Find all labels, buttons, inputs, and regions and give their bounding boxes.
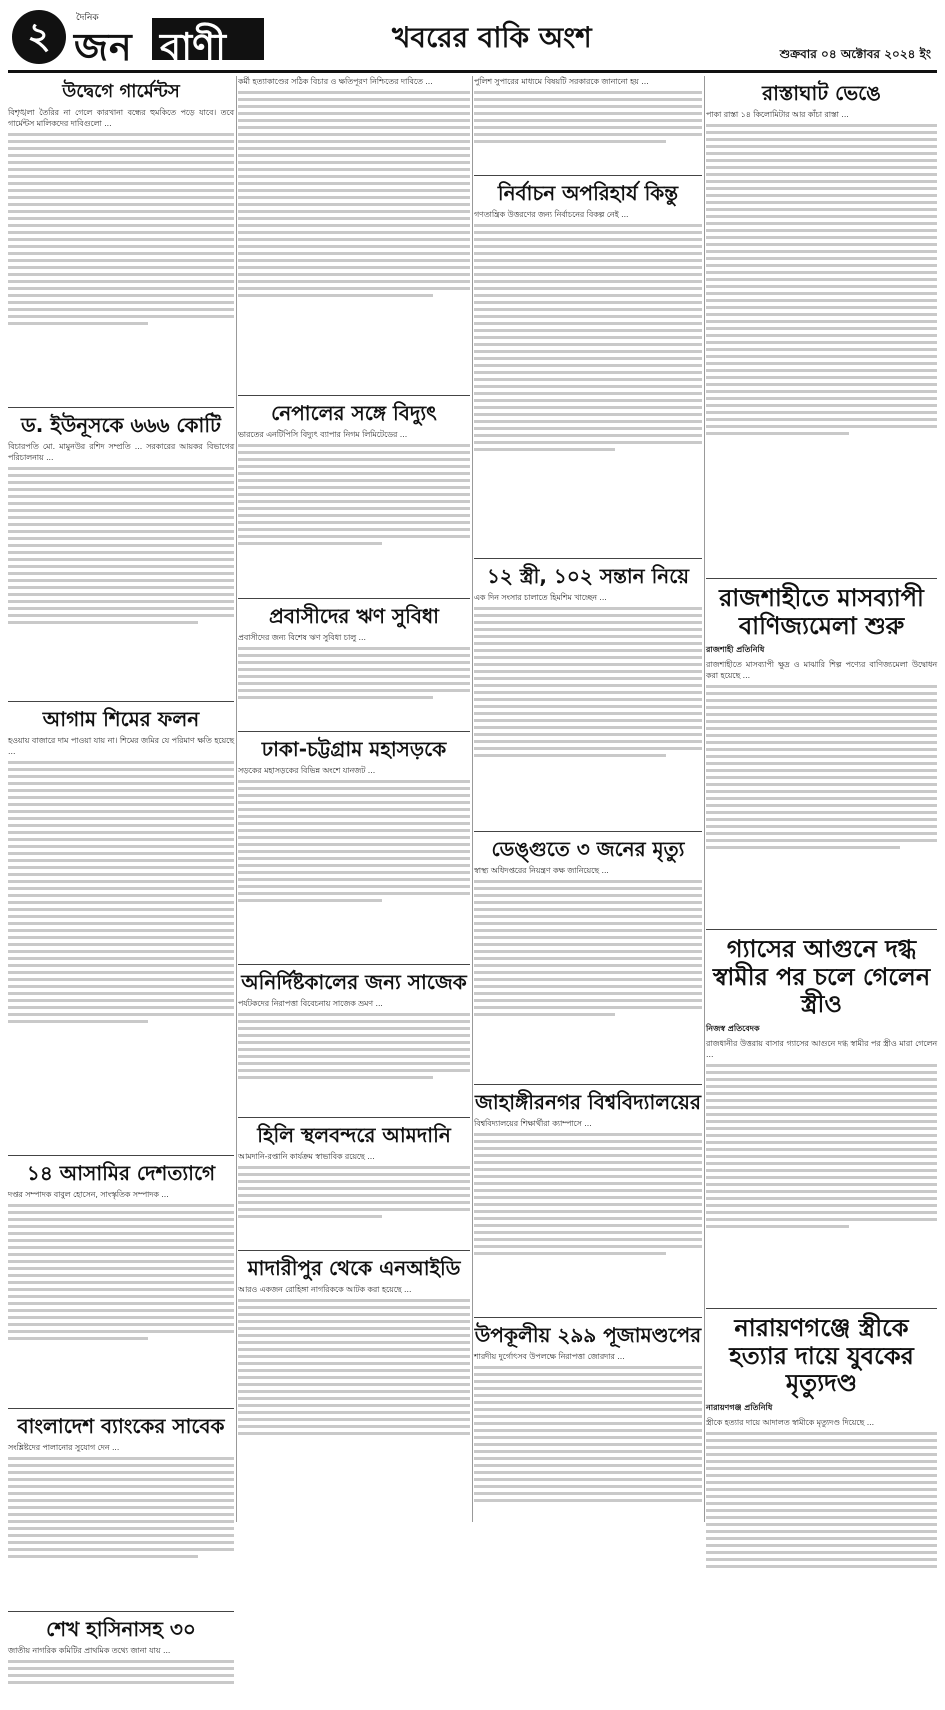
headline: মাদারীপুর থেকে এনআইডি: [247, 1256, 461, 1280]
article-body: [706, 685, 937, 925]
article-body: [238, 1013, 470, 1113]
article-text: হওয়ায় বাজারে দাম পাওয়া যায় না। শিমের জমির যে পরিমাণ ক্ষতি হয়েছে ...: [8, 735, 234, 756]
byline: নিজস্ব প্রতিবেদক: [706, 1023, 760, 1033]
headline: নারায়ণগঞ্জে স্ত্রীকে হত্যার দায়ে যুবকের মৃত্যুদণ্ড: [729, 1313, 914, 1398]
article-text: পাকা রাস্তা ১৪ কিলোমিটার আর কাঁচা রাস্তা ...: [706, 110, 849, 119]
article-body: [474, 880, 702, 1080]
article-text: বিচারপতি মো. মামুনউর রশিদ সম্প্রতি ... সরকারের আয়কর বিভাগের পরিচালনায় ...: [8, 441, 234, 462]
column-4: [706, 76, 937, 1522]
article-text: জাতীয় নাগরিক কমিটির প্রাথমিক তথ্যে জানা যায় ...: [8, 1645, 171, 1655]
article-body: [474, 607, 702, 827]
headline: ১৪ আসামির দেশত্যাগে: [26, 1160, 216, 1185]
article-body: [238, 1166, 470, 1246]
headline: নির্বাচন অপরিহার্য কিন্তু: [497, 181, 679, 205]
article-text: আমদানি-রপ্তানি কার্যক্রম স্বাভাবিক রয়েছে ...: [238, 1152, 375, 1161]
article-body: [8, 133, 234, 403]
column-divider: [704, 76, 705, 1522]
article-body: [706, 124, 937, 574]
headline: জাহাঙ্গীরনগর বিশ্ববিদ্যালয়ের: [475, 1090, 701, 1114]
headline: ১২ স্ত্রী, ১০২ সন্তান নিয়ে: [486, 564, 690, 588]
column-1: [8, 76, 234, 1655]
byline: নারায়ণগঞ্জ প্রতিনিধি: [706, 1402, 773, 1412]
section-title: খবরের বাকি অংশ: [392, 21, 592, 54]
article-body: [706, 1064, 937, 1304]
article-text: বিশৃঙ্খলা তৈরির না গেলে কারখানা বন্ধের হুমকিতে পড়ে যাবে। তবে গার্মেন্টস মালিকদের দাবিগুলো ...: [8, 107, 234, 128]
article-text: আরও একজন রোহিঙ্গা নাগরিককে আটক করা হয়েছে ...: [238, 1285, 412, 1294]
article-text: প্রবাসীদের জন্য বিশেষ ঋণ সুবিধা চালু ...: [238, 633, 366, 642]
column-2: [238, 76, 470, 1522]
logo-part2: বাণী: [160, 25, 227, 69]
headline: ঢাকা-চট্টগ্রাম মহাসড়কে: [261, 737, 447, 761]
logo-daily: দৈনিক: [76, 13, 99, 23]
article-body: [238, 91, 470, 391]
article-body: [238, 647, 470, 727]
article-body: [474, 91, 702, 171]
article-text: রাজশাহীতে মাসব্যাপী ক্ষুদ্র ও মাঝারি শিল্প পণ্যের বাণিজ্যমেলা উদ্বোধন করা হয়েছে ...: [706, 660, 937, 681]
masthead: [8, 6, 937, 73]
newspaper-logo: [74, 12, 270, 69]
headline: রাজশাহীতে মাসব্যাপী বাণিজ্যমেলা শুরু: [719, 584, 924, 640]
article-text: শারদীয় দুর্গোৎসব উপলক্ষে নিরাপত্তা জোরদার ...: [474, 1352, 625, 1361]
article-body: [8, 1204, 234, 1404]
article-text: কর্মী হত্যাকাণ্ডের সঠিক বিচার ও ক্ষতিপূরণ নিশ্চিতের দাবিতে ...: [238, 77, 433, 86]
article-body: [8, 467, 234, 697]
headline: ডেঙ্গুতে ৩ জনের মৃত্যু: [491, 837, 685, 861]
column-divider: [472, 76, 473, 1522]
headline: উদ্বেগে গার্মেন্টস: [62, 81, 180, 102]
logo-part1: জন: [74, 25, 133, 69]
article-body: [474, 1133, 702, 1313]
article-body: [238, 444, 470, 594]
page-number: ২: [12, 10, 66, 64]
article-body: [238, 1299, 470, 1499]
column-divider: [236, 76, 237, 1522]
article-body: [8, 1660, 234, 1710]
headline: অনির্দিষ্টকালের জন্য সাজেক: [241, 970, 467, 994]
article-text: দপ্তর সম্পাদক বাবুল হোসেন, সাংস্কৃতিক সম্পাদক ...: [8, 1189, 169, 1199]
article-body: [474, 1366, 702, 1566]
dateline: শুক্রবার ০৪ অক্টোবর ২০২৪ ইং: [779, 47, 931, 61]
article-text: পর্যটকদের নিরাপত্তা বিবেচনায় সাজেক ভ্রমণ ...: [238, 999, 383, 1008]
headline: নেপালের সঙ্গে বিদ্যুৎ: [271, 401, 437, 425]
article-text: ভারতের এনটিপিসি বিদ্যুৎ ব্যাপার নিগম লিমিটেডের ...: [238, 430, 408, 439]
article-body: [474, 224, 702, 554]
article-body: [8, 761, 234, 1151]
headline: প্রবাসীদের ঋণ সুবিধা: [269, 604, 439, 628]
article-body: [706, 1432, 937, 1632]
article-text: গণতান্ত্রিক উত্তরণের জন্য নির্বাচনের বিকল্প নেই ...: [474, 210, 629, 219]
headline: গ্যাসের আগুনে দগ্ধ স্বামীর পর চলে গেলেন স্ত্রীও: [712, 935, 931, 1019]
byline: রাজশাহী প্রতিনিধি: [706, 645, 765, 655]
headline: হিলি স্থলবন্দরে আমদানি: [257, 1123, 451, 1147]
article-text: বিশ্ববিদ্যালয়ের শিক্ষার্থীরা ক্যাম্পাসে ...: [474, 1119, 592, 1128]
article-body: [8, 1457, 234, 1607]
headline: আগাম শিমের ফলন: [42, 706, 200, 731]
article-text: স্বাস্থ্য অধিদপ্তরের নিয়ন্ত্রণ কক্ষ জানিয়েছে ...: [474, 866, 609, 875]
article-text: সংশ্লিষ্টদের পালানোর সুযোগ দেন ...: [8, 1442, 120, 1452]
column-3: [474, 76, 702, 1522]
headline: উপকূলীয় ২৯৯ পূজামণ্ডপের: [474, 1323, 702, 1347]
headline: বাংলাদেশ ব্যাংকের সাবেক: [17, 1413, 225, 1438]
article-text: স্ত্রীকে হত্যার দায়ে আদালত স্বামীকে মৃত্যুদণ্ড দিয়েছে ...: [706, 1417, 875, 1427]
article-text: রাজধানীর উত্তরায় বাসার গ্যাসের আগুনে দগ্ধ স্বামীর পর স্ত্রীও মারা গেলেন ...: [706, 1038, 937, 1059]
headline: ড. ইউনূসকে ৬৬৬ কোটি: [21, 412, 221, 437]
headline: শেখ হাসিনাসহ ৩০: [46, 1616, 196, 1641]
article-text: পুলিশ সুপারের মাধ্যমে বিষয়টি সরকারকে জানানো হয় ...: [474, 77, 649, 86]
article-text: এক দিন সংসার চালাতে হিমশিম খাচ্ছেন ...: [474, 593, 607, 602]
article-body: [238, 780, 470, 960]
article-text: সড়কের মহাসড়কের বিভিন্ন অংশে যানজট ...: [238, 766, 376, 775]
headline: রাস্তাঘাট ভেঙে: [762, 81, 881, 105]
